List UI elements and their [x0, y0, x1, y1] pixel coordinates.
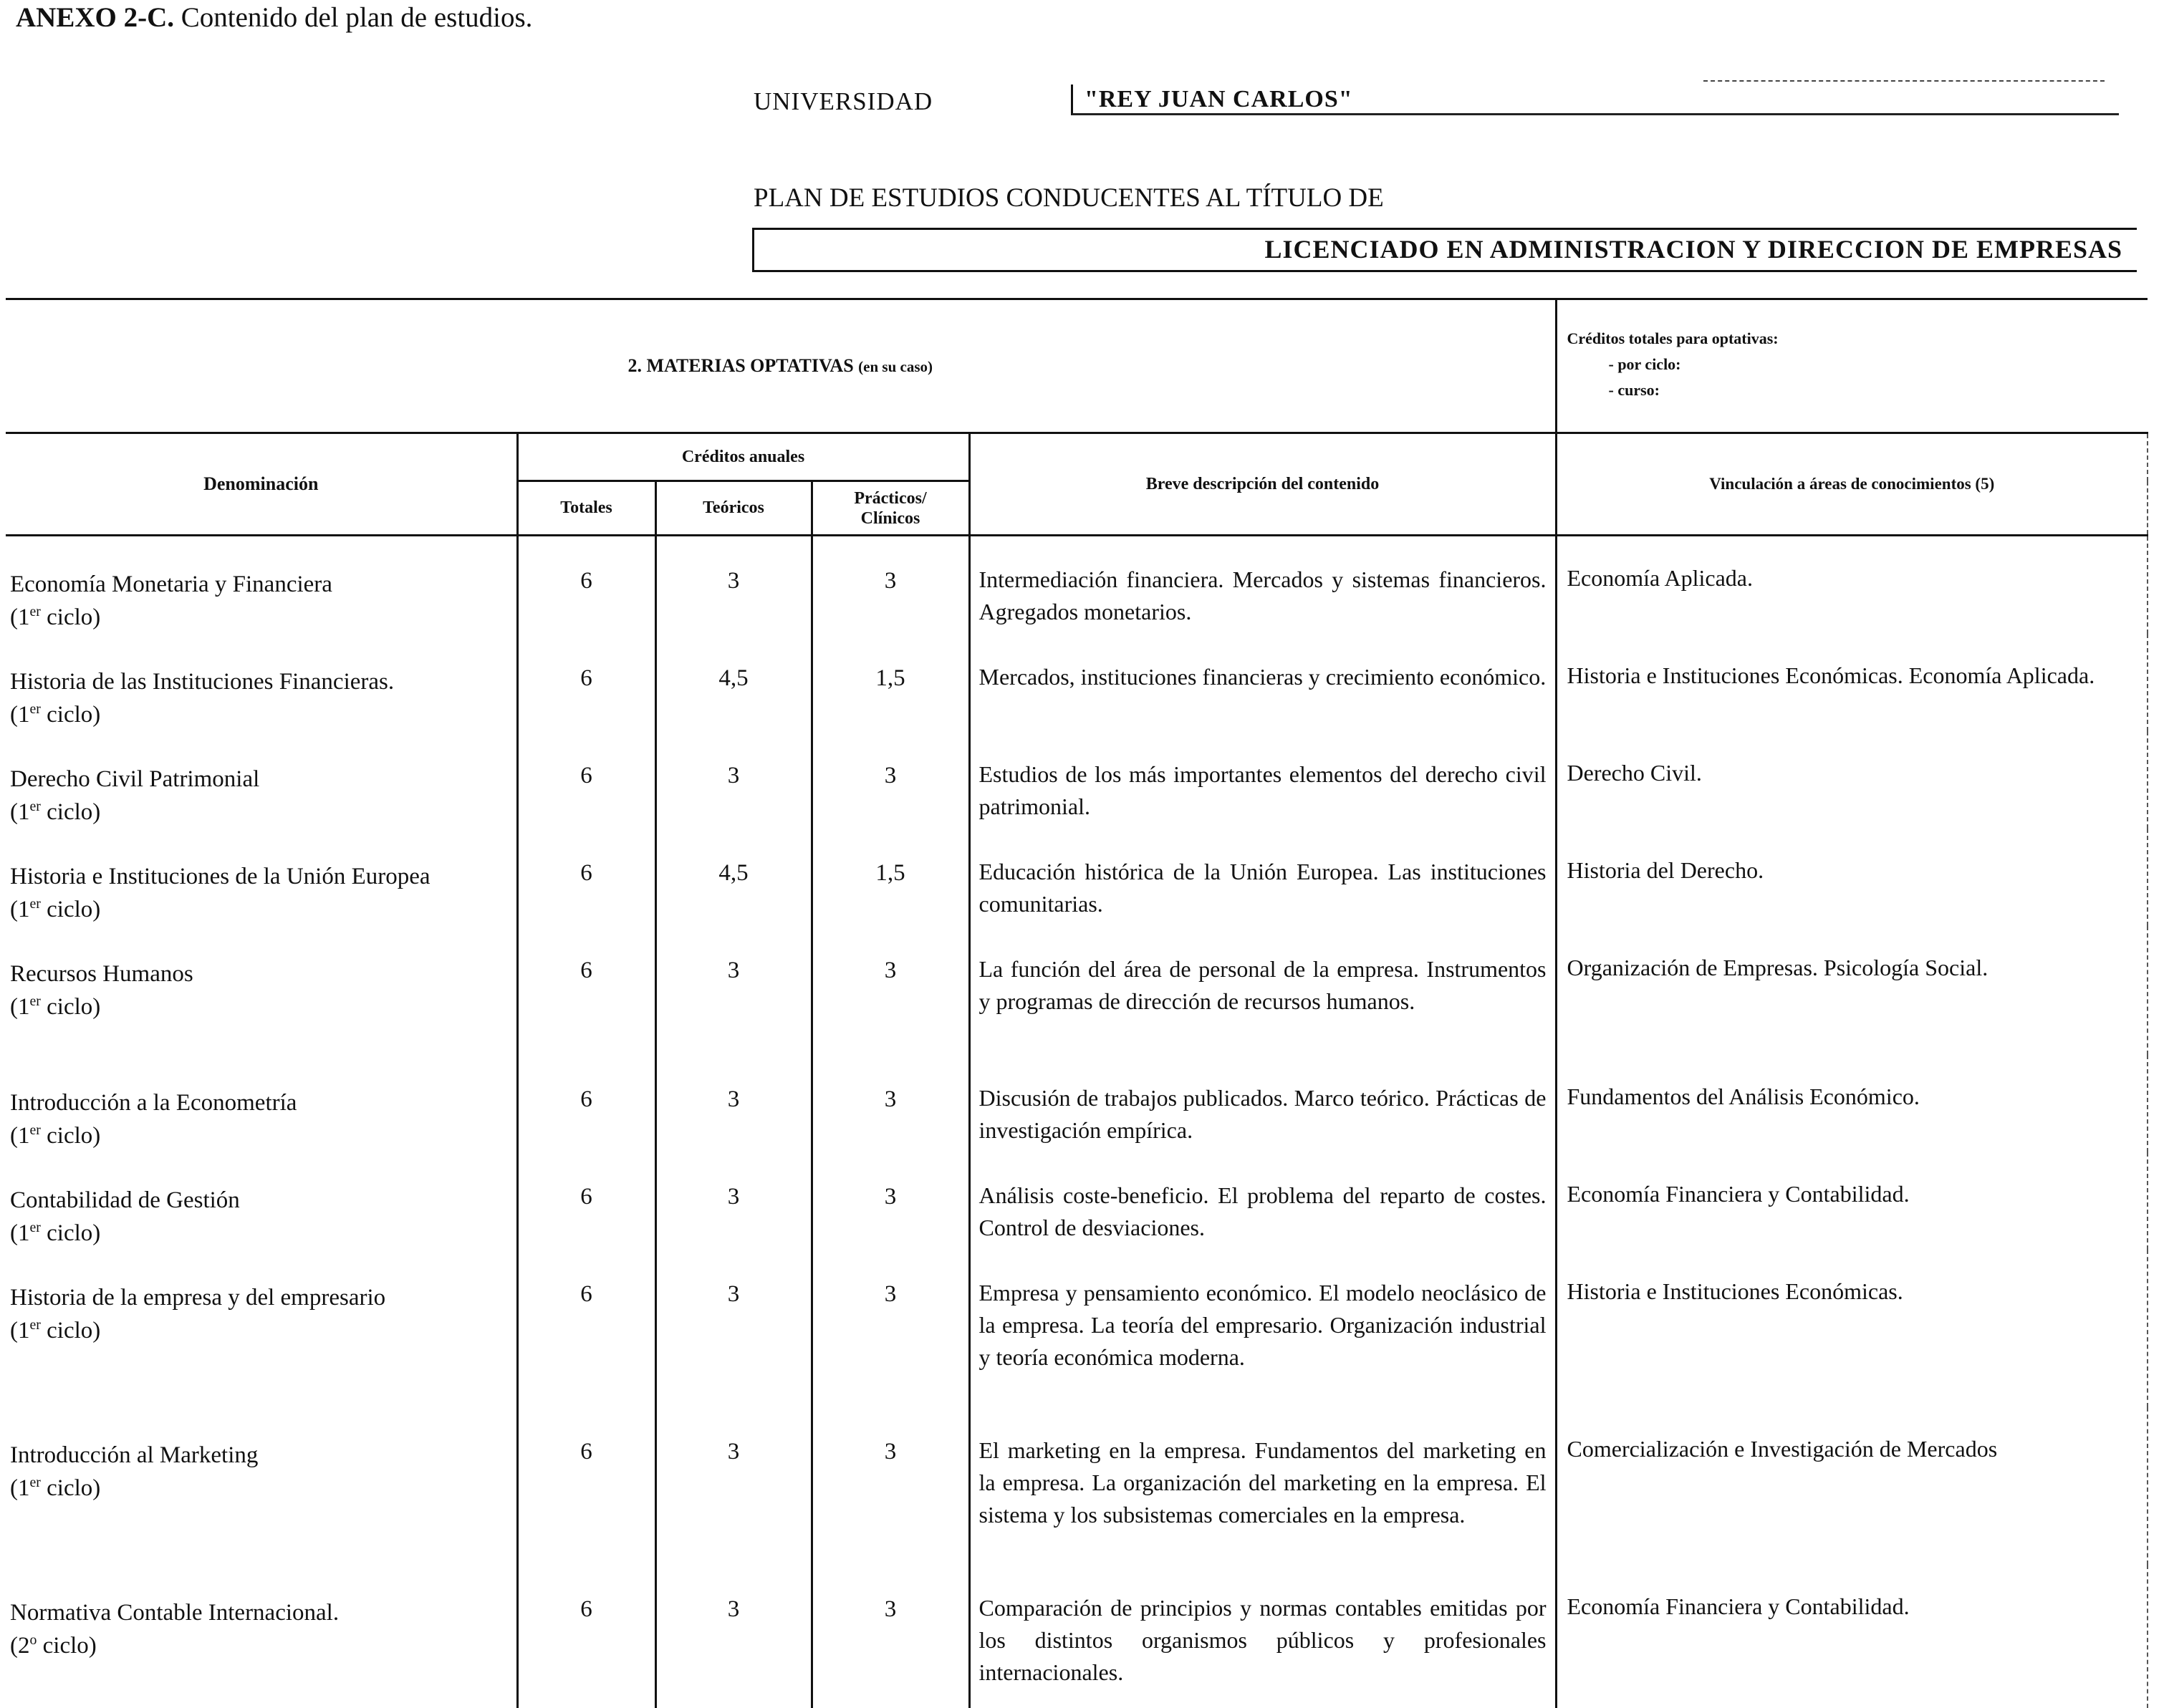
subject-ciclo: (1er ciclo) [10, 1314, 516, 1347]
practicos-cell: 1,5 [812, 634, 969, 731]
totales-cell: 6 [517, 1565, 655, 1708]
vinculacion-cell: Economía Financiera y Contabilidad. [1556, 1565, 2148, 1708]
col-practicos-line1: Prácticos/ [813, 488, 968, 508]
ciclo-suffix: er [30, 1475, 41, 1490]
ciclo-number: 1 [18, 1475, 30, 1501]
col-practicos [812, 481, 969, 536]
totales-cell: 6 [517, 1152, 655, 1250]
totales-cell: 6 [517, 829, 655, 926]
col-teoricos: Teóricos [655, 481, 812, 536]
subject-name: Economía Monetaria y Financiera [10, 568, 516, 601]
table-row [6, 1250, 2148, 1407]
subject-name: Introducción a la Econometría [10, 1086, 516, 1119]
teoricos-cell: 3 [655, 731, 812, 829]
table-row [6, 731, 2148, 829]
table-row [6, 1407, 2148, 1565]
ciclo-suffix: er [30, 1122, 41, 1138]
col-descripcion: Breve descripción del contenido [969, 433, 1556, 536]
col-denominacion: Denominación [6, 433, 517, 536]
ciclo-number: 1 [18, 604, 30, 630]
subject-ciclo: (1er ciclo) [10, 601, 516, 634]
teoricos-cell: 3 [655, 1565, 812, 1708]
practicos-cell: 3 [812, 1055, 969, 1152]
subject-name: Historia e Instituciones de la Unión Europea [10, 860, 516, 893]
totales-cell: 6 [517, 634, 655, 731]
section-title [6, 299, 1556, 433]
descripcion-cell: Educación histórica de la Unión Europea. Las instituciones comunitarias. [969, 829, 1556, 926]
ciclo-word: ciclo [47, 1123, 92, 1149]
subject-cell [6, 926, 517, 1055]
vinculacion-cell: Comercialización e Investigación de Mercados [1556, 1407, 2148, 1565]
subject-name: Contabilidad de Gestión [10, 1184, 516, 1217]
subject-ciclo: (1er ciclo) [10, 1119, 516, 1152]
subject-name: Historia de las Instituciones Financieras. [10, 665, 516, 698]
totales-cell: 6 [517, 1250, 655, 1407]
titulo-field [752, 228, 2137, 272]
teoricos-cell: 3 [655, 926, 812, 1055]
subject-ciclo: (1er ciclo) [10, 893, 516, 926]
practicos-cell: 3 [812, 926, 969, 1055]
ciclo-word: ciclo [47, 1220, 92, 1246]
subject-ciclo: (1er ciclo) [10, 990, 516, 1023]
creditos-totales [1556, 299, 2148, 433]
subject-name: Derecho Civil Patrimonial [10, 763, 516, 796]
creditos-totales-title: Créditos totales para optativas: [1567, 326, 2148, 352]
teoricos-cell: 4,5 [655, 829, 812, 926]
col-vinculacion: Vinculación a áreas de conocimientos (5) [1556, 433, 2148, 536]
ciclo-word: ciclo [47, 1318, 92, 1343]
teoricos-cell: 3 [655, 1055, 812, 1152]
ciclo-number: 1 [18, 799, 30, 825]
ciclo-number: 1 [18, 1123, 30, 1149]
descripcion-cell: La función del área de personal de la empresa. Instrumentos y programas de dirección de recursos humanos. [969, 926, 1556, 1055]
col-practicos-line2: Clínicos [813, 508, 968, 529]
descripcion-cell: Estudios de los más importantes elementos del derecho civil patrimonial. [969, 731, 1556, 829]
creditos-por-ciclo: - por ciclo: [1567, 352, 2148, 377]
subject-cell [6, 1055, 517, 1152]
ciclo-number: 2 [18, 1633, 30, 1659]
table-row [6, 634, 2148, 731]
table-row [6, 1055, 2148, 1152]
practicos-cell: 3 [812, 1152, 969, 1250]
subject-cell [6, 1407, 517, 1565]
subject-ciclo: (1er ciclo) [10, 1217, 516, 1250]
subject-ciclo: (2$^o$ ciclo) [10, 1629, 516, 1662]
table-row [6, 829, 2148, 926]
descripcion-cell: Intermediación financiera. Mercados y sistemas financieros. Agregados monetarios. [969, 536, 1556, 635]
table-row [6, 1152, 2148, 1250]
subject-cell [6, 1152, 517, 1250]
universidad-value: "REY JUAN CARLOS" [1085, 86, 1353, 113]
totales-cell: 6 [517, 1055, 655, 1152]
descripcion-cell: El marketing en la empresa. Fundamentos del marketing en la empresa. La organización del marketing en la empresa. El sistema y los subsistemas comerciales en la empresa. [969, 1407, 1556, 1565]
ciclo-suffix: er [30, 798, 41, 814]
subject-cell [6, 731, 517, 829]
ciclo-word: ciclo [47, 994, 92, 1020]
subject-name: Normativa Contable Internacional. [10, 1596, 516, 1629]
ciclo-number: 1 [18, 994, 30, 1020]
ciclo-suffix: er [30, 993, 41, 1009]
totales-cell: 6 [517, 926, 655, 1055]
ciclo-word: ciclo [43, 1633, 89, 1659]
vinculacion-cell: Economía Financiera y Contabilidad. [1556, 1152, 2148, 1250]
practicos-cell: 3 [812, 536, 969, 635]
practicos-cell: 3 [812, 1565, 969, 1708]
table-body [6, 536, 2148, 1708]
ciclo-number: 1 [18, 1318, 30, 1343]
subject-name: Historia de la empresa y del empresario [10, 1281, 516, 1314]
practicos-cell: 3 [812, 1250, 969, 1407]
vinculacion-cell: Historia e Instituciones Económicas. Economía Aplicada. [1556, 634, 2148, 731]
table-row [6, 536, 2148, 635]
subject-ciclo: (1er ciclo) [10, 796, 516, 829]
ciclo-number: 1 [18, 1220, 30, 1246]
subject-cell [6, 634, 517, 731]
creditos-curso: - curso: [1567, 377, 2148, 403]
ciclo-word: ciclo [47, 799, 92, 825]
totales-cell: 6 [517, 536, 655, 635]
ciclo-word: ciclo [47, 897, 92, 922]
ciclo-number: 1 [18, 897, 30, 922]
section-title-text: 2. MATERIAS OPTATIVAS [627, 355, 853, 376]
annex-number: ANEXO 2-C. [16, 2, 174, 33]
totales-cell: 6 [517, 1407, 655, 1565]
teoricos-cell: 4,5 [655, 634, 812, 731]
totales-cell: 6 [517, 731, 655, 829]
subject-cell [6, 829, 517, 926]
subject-name: Recursos Humanos [10, 957, 516, 990]
annex-heading [16, 1, 532, 34]
ciclo-word: ciclo [47, 1475, 92, 1501]
table-row [6, 926, 2148, 1055]
col-totales: Totales [517, 481, 655, 536]
col-creditos-anuales: Créditos anuales [517, 433, 969, 481]
descripcion-cell: Mercados, instituciones financieras y crecimiento económico. [969, 634, 1556, 731]
subject-cell [6, 536, 517, 635]
vinculacion-cell: Economía Aplicada. [1556, 536, 2148, 635]
ciclo-suffix: er [30, 1317, 41, 1333]
ciclo-suffix: er [30, 604, 41, 619]
subject-ciclo: (1er ciclo) [10, 698, 516, 731]
descripcion-cell: Empresa y pensamiento económico. El modelo neoclásico de la empresa. La teoría del empresario. Organización industrial y teoría económica moderna. [969, 1250, 1556, 1407]
vinculacion-cell: Historia e Instituciones Económicas. [1556, 1250, 2148, 1407]
dashed-rule [1703, 80, 2105, 82]
practicos-cell: 3 [812, 731, 969, 829]
ciclo-word: ciclo [47, 604, 92, 630]
ciclo-suffix: er [30, 1220, 41, 1235]
vinculacion-cell: Fundamentos del Análisis Económico. [1556, 1055, 2148, 1152]
vinculacion-cell: Organización de Empresas. Psicología Social. [1556, 926, 2148, 1055]
descripcion-cell: Análisis coste-beneficio. El problema del reparto de costes. Control de desviaciones. [969, 1152, 1556, 1250]
vinculacion-cell: Historia del Derecho. [1556, 829, 2148, 926]
subject-cell [6, 1565, 517, 1708]
plan-label: PLAN DE ESTUDIOS CONDUCENTES AL TÍTULO DE [754, 183, 1384, 213]
ciclo-suffix: er [30, 896, 41, 912]
universidad-label: UNIVERSIDAD [754, 87, 933, 116]
descripcion-cell: Comparación de principios y normas contables emitidas por los distintos organismos públicos y profesionales internacionales. [969, 1565, 1556, 1708]
vinculacion-cell: Derecho Civil. [1556, 731, 2148, 829]
ciclo-number: 1 [18, 702, 30, 728]
descripcion-cell: Discusión de trabajos publicados. Marco teórico. Prácticas de investigación empírica. [969, 1055, 1556, 1152]
teoricos-cell: 3 [655, 1250, 812, 1407]
subject-cell [6, 1250, 517, 1407]
subject-name: Introducción al Marketing [10, 1439, 516, 1472]
optativas-table [6, 298, 2148, 1708]
practicos-cell: 3 [812, 1407, 969, 1565]
teoricos-cell: 3 [655, 1152, 812, 1250]
teoricos-cell: 3 [655, 536, 812, 635]
table-row [6, 1565, 2148, 1708]
ciclo-word: ciclo [47, 702, 92, 728]
titulo-value: LICENCIADO EN ADMINISTRACION Y DIRECCION DE EMPRESAS [1265, 234, 2122, 264]
teoricos-cell: 3 [655, 1407, 812, 1565]
ciclo-suffix: o [30, 1632, 37, 1648]
section-note: (en su caso) [858, 358, 933, 375]
practicos-cell: 1,5 [812, 829, 969, 926]
universidad-field [1071, 85, 2119, 115]
annex-title: Contenido del plan de estudios. [174, 2, 532, 33]
ciclo-suffix: er [30, 701, 41, 717]
subject-ciclo: (1er ciclo) [10, 1472, 516, 1505]
